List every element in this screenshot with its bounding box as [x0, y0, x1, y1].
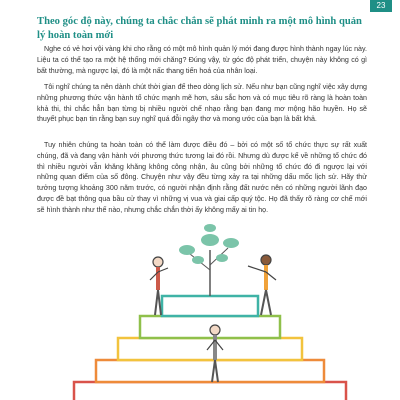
step-teal [162, 296, 258, 316]
step-orange [96, 360, 324, 382]
evolution-staircase-illustration [60, 210, 360, 400]
section-heading: Theo góc độ này, chúng ta chắc chắn sẽ phát minh ra một mô hình quản lý hoàn toàn mới [37, 16, 362, 41]
paragraph: Tôi nghĩ chúng ta nên dành chút thời gian để theo dòng lịch sử. Nếu như bạn cũng nghĩ việc xây dựng những phương thức vận hành tổ chức mạnh mẽ hơn, sâu sắc hơn và có mục tiêu rõ ràng là hoàn toàn khả thi, thì chắc hẳn bạn từng bị nhiều người chế nhạo rằng bạn đang mơ mộng hão huyền. Họ sẽ thuyết phục bạn tin rằng bạn suy nghĩ quá đỗi ngây thơ và mong ước của bạn là bất khả. [37, 83, 367, 124]
tree-icon [179, 224, 239, 296]
page-number: 23 [370, 0, 392, 12]
staircase [74, 296, 346, 400]
paragraph: Nghe có vẻ hơi vội vàng khi cho rằng có một mô hình quản lý mới đang được hình thành ngay lúc này. Liệu ta có thể tạo ra một hệ thống mới chăng? Đúng vậy, từ góc độ phát triển, chuyện này không có gì bất thường, mà ngược lại, đó là một nấc thang tiến hoá của nhân loại. [37, 45, 367, 75]
step-green [140, 316, 280, 338]
paragraph: Tuy nhiên chúng ta hoàn toàn có thể làm được điều đó – bởi có một số tổ chức thực sự rất xuất chúng, đã và đang vận hành với phương thức tương lai đó rồi. Nhưng dù được kể về những tổ chức đó thì nhiều người vẫn khăng khăng không công nhận, âu cũng bởi những tổ chức đó đi ngược lại với những quan điểm của số đông. Chuyện như vậy đều từng xảy ra tại những dấu mốc lịch sử. Hãy thử tưởng tượng khoảng 300 năm trước, có người nhận định rằng đất nước nên có những người lãnh đạo được đề bạt thông qua bầu cử thay vì những vị vua và giai cấp quý tộc. Họ đã thấy rõ ràng cơ chế mới sẽ hình thành như thế nào, nhưng chắc chắn thời ấy không mấy ai tin họ. [37, 141, 367, 214]
step-red [74, 382, 346, 400]
step-yellow [118, 338, 302, 360]
